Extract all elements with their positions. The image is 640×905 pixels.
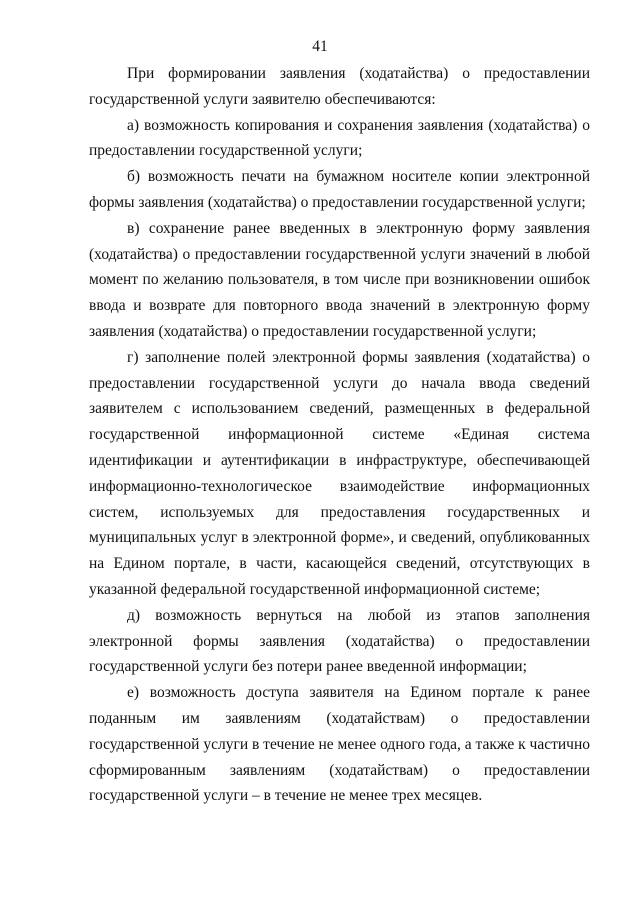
paragraph-intro: При формировании заявления (ходатайства) о предоставлении государственной услуги заявителю обеспечиваются: — [89, 65, 590, 108]
paragraph-item-v: в) сохранение ранее введенных в электронную форму заявления (ходатайства) о предоставлении государственной услуги значений в любой момент по желанию пользователя, в том числе при возникновении ошибок ввода и возврате для повторного ввода значений в электронную форму заявления (ходатайства) о предоставлении государственной услуги; — [89, 219, 590, 340]
document-body — [89, 61, 590, 809]
paragraph-item-d: д) возможность вернуться на любой из этапов заполнения электронной формы заявления (ходатайства) о предоставлении государственной услуги без потери ранее введенной информации; — [89, 606, 590, 676]
paragraph-item-e: е) возможность доступа заявителя на Едином портале к ранее поданным им заявлениям (ходатайствам) о предоставлении государственной услуги в течение не менее одного года, а также к частично сформированным заявлениям (ходатайствам) о предоставлении государственной услуги – в течение не менее трех месяцев. — [89, 684, 591, 805]
paragraph-item-b: б) возможность печати на бумажном носителе копии электронной формы заявления (ходатайства) о предоставлении государственной услуги; — [89, 168, 590, 211]
paragraph-item-g: г) заполнение полей электронной формы заявления (ходатайства) о предоставлении государственной услуги до начала ввода сведений заявителем с использованием сведений, размещенных в федеральной государственной информационной системе «Единая система идентификации и аутентификации в инфраструктуре, обеспечивающей информационно-технологическое взаимодействие информационных систем, используемых для предоставления государственных и муниципальных услуг в электронной форме», и сведений, опубликованных на Едином портале, в части, касающейся сведений, отсутствующих в указанной федеральной государственной информационной системе; — [89, 348, 590, 598]
page-number: 41 — [312, 38, 328, 55]
paragraph-item-a: а) возможность копирования и сохранения заявления (ходатайства) о предоставлении государственной услуги; — [89, 116, 590, 160]
